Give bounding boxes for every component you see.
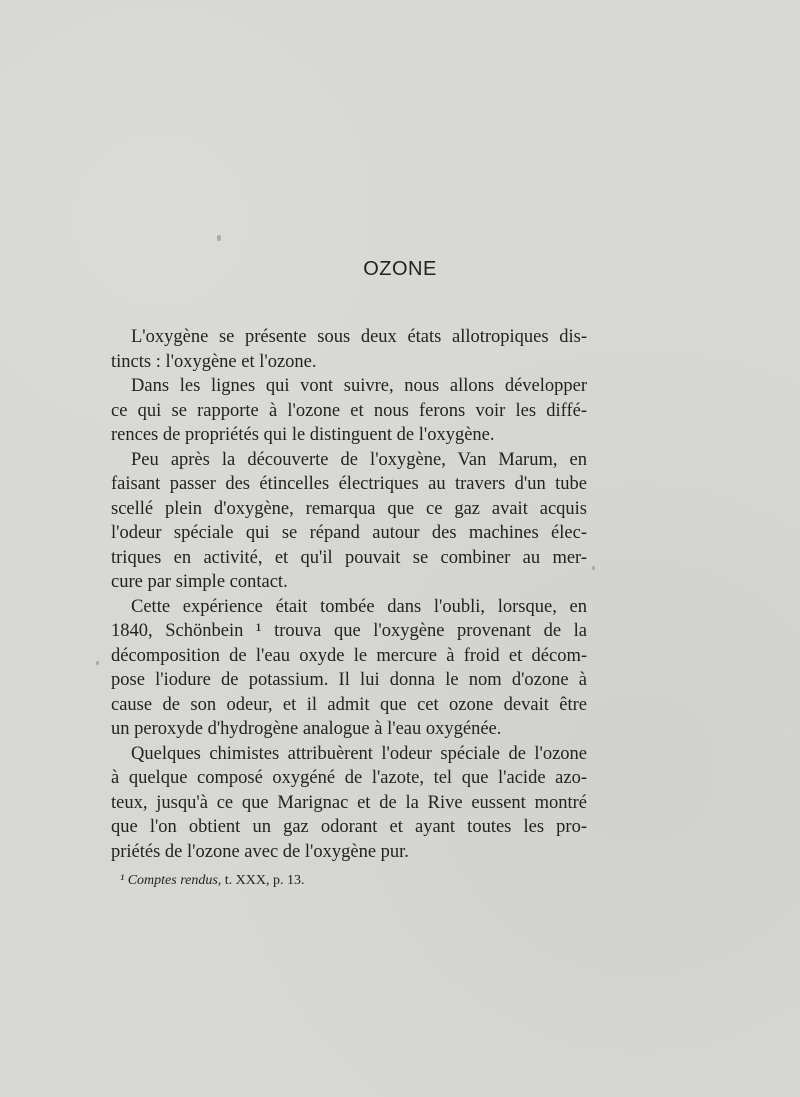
text-line: l'odeur spéciale qui se répand autour des machines élec-: [111, 523, 587, 543]
text-line: Cette expérience était tombée dans l'oubli, lorsque, en: [131, 596, 587, 617]
text-line: Dans les lignes qui vont suivre, nous allons développer: [131, 376, 587, 396]
footnote: [120, 873, 305, 889]
text-line: cure par simple contact.: [111, 572, 288, 592]
footnote-source: Comptes rendus,: [127, 873, 222, 888]
text-line: rences de propriétés qui le distinguent de l'oxygène.: [111, 425, 495, 445]
print-speck: [592, 566, 595, 570]
footnote-marker: ¹: [120, 873, 125, 888]
text-line: décomposition de l'eau oxyde le mercure à froid et décom-: [111, 645, 587, 666]
text-line: L'oxygène se présente sous deux états allotropiques dis-: [131, 327, 587, 347]
footnote-reference: t. XXX, p. 13.: [224, 873, 305, 888]
text-line: 1840, Schönbein ¹ trouva que l'oxygène provenant de la: [111, 621, 587, 641]
text-line: priétés de l'ozone avec de l'oxygène pur.: [111, 841, 409, 862]
text-line: pose l'iodure de potassium. Il lui donna le nom d'ozone à: [111, 670, 587, 690]
text-line: cause de son odeur, et il admit que cet ozone devait être: [111, 694, 587, 715]
print-speck: [96, 661, 99, 665]
text-line: à quelque composé oxygéné de l'azote, tel que l'acide azo-: [111, 768, 587, 788]
text-line: que l'on obtient un gaz odorant et ayant toutes les pro-: [111, 817, 587, 837]
text-line: ce qui se rapporte à l'ozone et nous ferons voir les diffé-: [111, 400, 587, 421]
text-line: scellé plein d'oxygène, remarqua que ce gaz avait acquis: [111, 498, 587, 519]
text-line: tincts : l'oxygène et l'ozone.: [111, 351, 317, 372]
page-title: OZONE: [363, 258, 437, 280]
text-line: triques en activité, et qu'il pouvait se combiner au mer-: [111, 547, 587, 568]
print-speck: [217, 235, 221, 241]
text-line: Quelques chimistes attribuèrent l'odeur spéciale de l'ozone: [131, 743, 587, 764]
text-line: Peu après la découverte de l'oxygène, Van Marum, en: [131, 449, 587, 470]
body-text: [111, 325, 587, 864]
text-line: faisant passer des étincelles électriques au travers d'un tube: [111, 474, 587, 494]
text-line: un peroxyde d'hydrogène analogue à l'eau oxygénée.: [111, 719, 502, 739]
text-line: teux, jusqu'à ce que Marignac et de la Rive eussent montré: [111, 792, 587, 813]
